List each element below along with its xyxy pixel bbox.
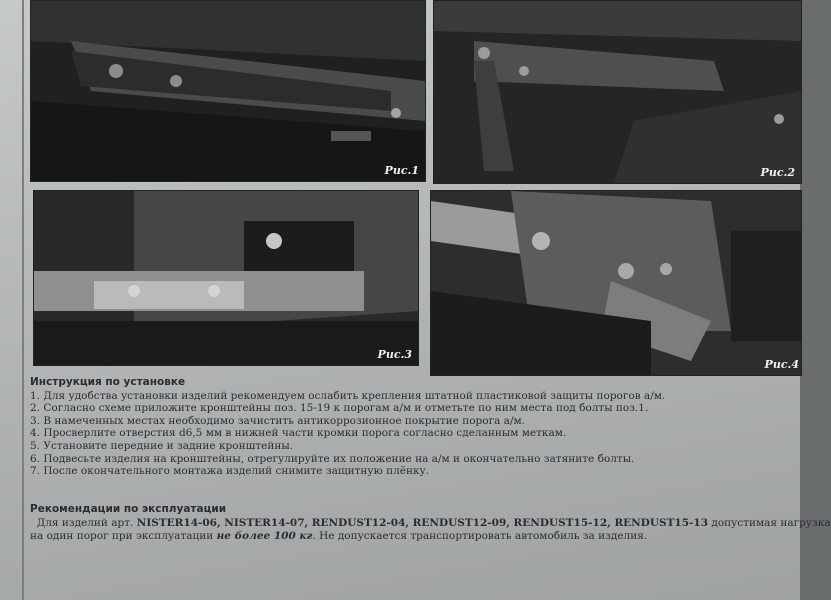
recommendations-line-1 xyxy=(30,517,831,530)
photo-fig-2 xyxy=(433,0,802,184)
recommendations-heading: Рекомендации по эксплуатации xyxy=(30,503,227,515)
photo-fig-1-image xyxy=(31,1,425,181)
page-fold-edge xyxy=(22,0,24,600)
photo-fig-4-image xyxy=(431,191,801,375)
instruction-step: 2. Согласно схеме приложите кронштейны поз. 15-19 к порогам а/м и отметьте по ним места под болты поз.1. xyxy=(30,402,649,415)
reco-line2-suffix: . Не допускается транспортировать автомобиль за изделия. xyxy=(312,530,648,542)
photo-fig-3-caption: Рис.3 xyxy=(377,348,412,361)
instruction-step: 7. После окончательного монтажа изделий снимите защитную плёнку. xyxy=(30,465,430,478)
usage-recommendations xyxy=(30,503,831,543)
instruction-step: 1. Для удобства установки изделий рекомендуем ослабить крепления штатной пластиковой защиты порогов а/м. xyxy=(30,389,666,402)
photo-fig-1 xyxy=(30,0,426,182)
reco-suffix: допустимая нагрузка xyxy=(711,517,831,529)
photo-fig-1-caption: Рис.1 xyxy=(384,164,419,177)
photo-fig-3-image xyxy=(34,191,418,365)
instructions-heading: Инструкция по установке xyxy=(30,376,186,388)
photo-fig-2-caption: Рис.2 xyxy=(760,166,795,179)
instruction-step: 5. Установите передние и задние кронштейны. xyxy=(30,439,294,452)
installation-instructions xyxy=(30,376,790,478)
reco-prefix: Для изделий арт. xyxy=(36,517,134,529)
photo-fig-4 xyxy=(430,190,802,376)
recommendations-line-2 xyxy=(30,530,800,543)
instructions-list xyxy=(30,390,790,478)
reco-articles: NISTER14-06, NISTER14-07, RENDUST12-04, RENDUST12-09, RENDUST15-12, RENDUST15-13 xyxy=(136,517,709,529)
reco-line2-prefix: на один порог при эксплуатации xyxy=(30,530,214,542)
instruction-step: 3. В намеченных местах необходимо зачистить антикоррозионное покрытие порога а/м. xyxy=(30,414,525,427)
photo-fig-2-image xyxy=(434,1,801,183)
instruction-step: 4. Просверлите отверстия d6,5 мм в нижней части кромки порога согласно сделанным меткам. xyxy=(30,427,567,440)
photo-fig-3 xyxy=(33,190,419,366)
photo-fig-4-caption: Рис.4 xyxy=(764,358,799,371)
reco-load-limit: не более 100 кг xyxy=(216,530,313,542)
instruction-step: 6. Подвесьте изделия на кронштейны, отрегулируйте их положение на а/м и окончательно затяните болты. xyxy=(30,452,635,465)
